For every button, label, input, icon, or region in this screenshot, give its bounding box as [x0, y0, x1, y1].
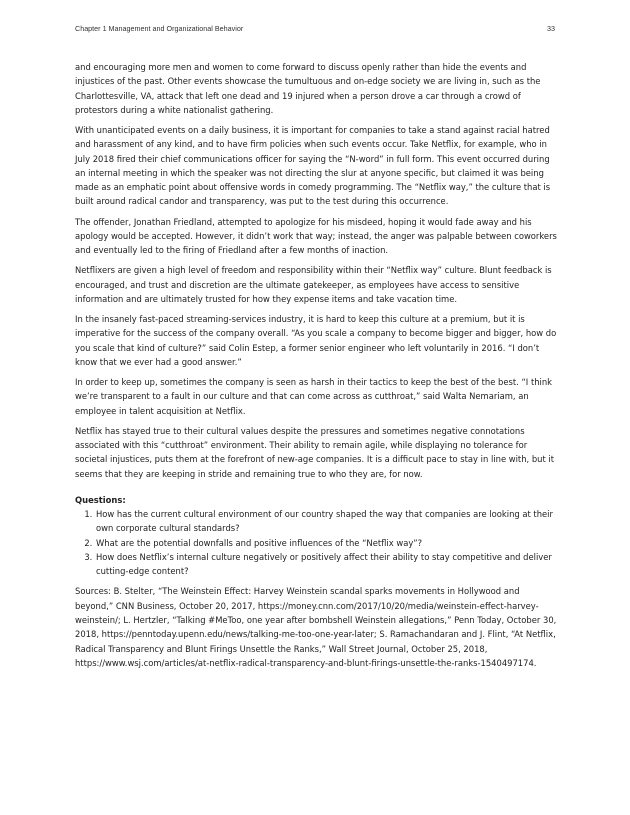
paragraph: In the insanely fast-paced streaming-services industry, it is hard to keep this culture at a premium, but it is imperative for the success of the company overall. “As you scale a company to become bigger and bigger, how do you scale that kind of culture?” said Colin Estep, a former senior engineer who left voluntarily in 2016. “I don’t know that we ever had a good answer.” [75, 313, 557, 367]
question-item: 3. How does Netflix’s internal culture negatively or positively affect their ability to stay competitive and deliver cutting-edge content? [95, 550, 558, 579]
sources-citation: Sources: B. Stelter, “The Weinstein Effect: Harvey Weinstein scandal sparks movements in Hollywood and beyond,” CNN Business, October 20, 2017, https://money.cnn.com/2017/10/20/media/weinstein-effect-harvey-weinstein/; L. Hertzler, “Talking #MeToo, one year after bombshell Weinstein allegations,” Penn Today, October 30, 2018, https://penntoday.upenn.edu/news/talking-me-too-one-year-later; S. Ramachandaran and J. Flint, “At Netflix, Radical Transparency and Blunt Firings Unsettle the Ranks,” Wall Street Journal, October 25, 2018, https://www.wsj.com/articles/at-netflix-radical-transparency-and-blunt-firings-unsettle-the-ranks-1540497174. [75, 586, 557, 668]
paragraph: Netflixers are given a high level of freedom and responsibility within their “Netflix way” culture. Blunt feedback is encouraged, and trust and discretion are the ultimate gatekeeper, as employees have access to sensitive information and are ultimately trusted for how they expense items and take vacation time. [75, 265, 552, 304]
paragraph: Netflix has stayed true to their cultural values despite the pressures and sometimes negative connotations associated with this “cutthroat” environment. Their ability to remain agile, while displaying no tolerance for societal injustices, puts them at the forefront of new-age companies. It is a difficult pace to stay in line with, but it seems that they are keeping in stride and remaining true to who they are, for now. [75, 425, 555, 479]
body-text [75, 60, 558, 676]
paragraph: In order to keep up, sometimes the company is seen as harsh in their tactics to keep the best of the best. “I think we’re transparent to a fault in our culture and that can come across as cutthroat,” said Walta Nemariam, an employee in talent acquisition at Netflix. [75, 376, 553, 416]
question-item: 1. How has the current cultural environment of our country shaped the way that companies are looking at their own corporate cultural standards? [95, 507, 558, 536]
question-item: 2. What are the potential downfalls and positive influences of the “Netflix way”? [95, 536, 558, 550]
running-header [75, 24, 555, 38]
questions-list [75, 507, 558, 578]
paragraph: With unanticipated events on a daily business, it is important for companies to take a stand against racial hatred and harassment of any kind, and to have firm policies when such events occur. Take Netflix, for example, who in July 2018 fired their chief communications officer for saying the “N-word” in full form. This event occurred during an internal meeting in which the speaker was not directing the slur at anyone specific, but claimed it was being made as an emphatic point about offensive words in comedy programming. The “Netflix way,” the culture that is built around radical candor and transparency, was put to the test during this occurrence. [75, 124, 551, 207]
chapter-title: Chapter 1 Management and Organizational Behavior [75, 24, 244, 33]
paragraph: The offender, Jonathan Friedland, attempted to apologize for his misdeed, hoping it would fade away and his apology would be accepted. However, it didn’t work that way; instead, the anger was palpable between coworkers and eventually led to the firing of Friedland after a few months of inaction. [75, 216, 557, 256]
paragraph: and encouraging more men and women to come forward to discuss openly rather than hide the events and injustices of the past. Other events showcase the tumultuous and on-edge society we are living in, such as the Charlottesville, VA, attack that left one dead and 19 injured when a person drove a car through a crowd of protestors during a white nationalist gathering. [75, 62, 541, 115]
page-number: 33 [547, 24, 555, 33]
questions-heading: Questions: [75, 494, 126, 505]
